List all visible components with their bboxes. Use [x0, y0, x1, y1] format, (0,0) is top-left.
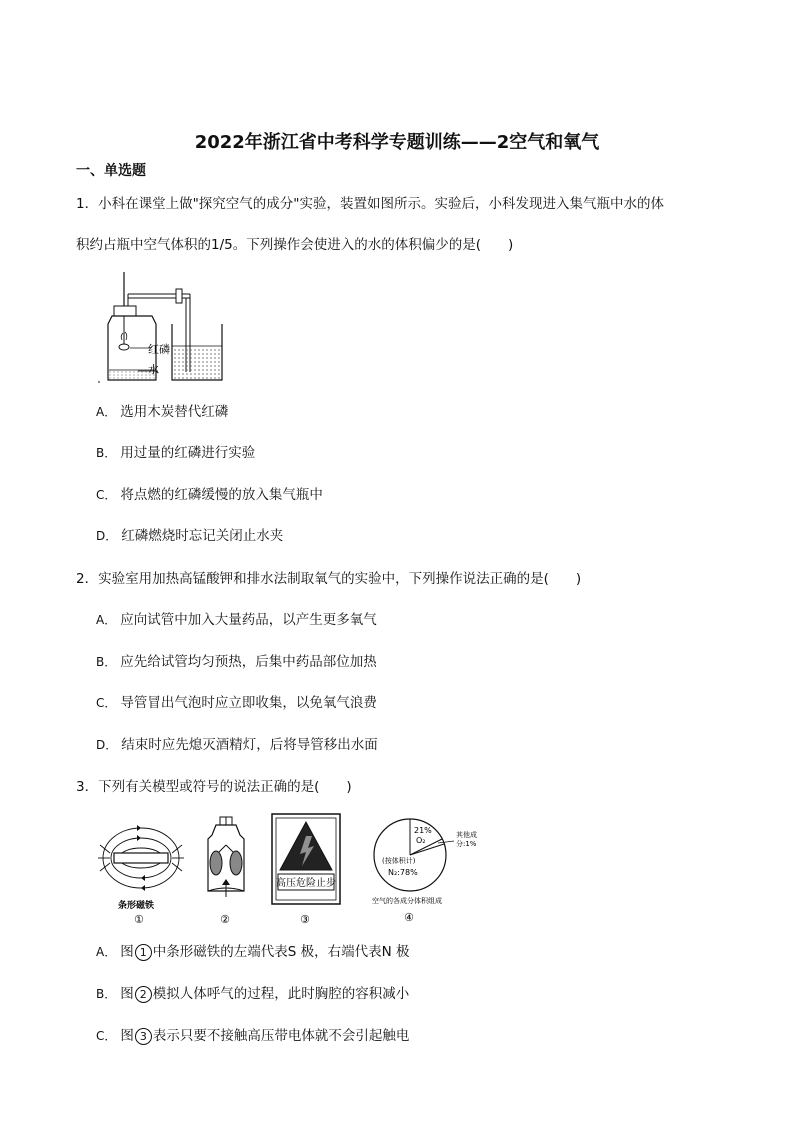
option-letter: A．	[96, 945, 117, 959]
q3-option-a[interactable]	[96, 940, 409, 961]
q3-stem: 3．下列有关模型或符号的说法正确的是( )	[76, 779, 352, 795]
q3-fig2-number: ②	[220, 913, 230, 926]
option-letter: B．	[96, 987, 117, 1001]
option-letter: D．	[96, 529, 118, 543]
option-text: 红磷燃烧时忘记关闭止水夹	[121, 528, 284, 544]
section-heading: 一、单选题	[76, 163, 146, 179]
q2-option-a[interactable]	[96, 608, 377, 628]
q3-fig3-label: 高压危险止步	[276, 878, 336, 889]
q2-option-d[interactable]	[96, 733, 378, 753]
option-text: 将点燃的红磷缓慢的放入集气瓶中	[120, 487, 323, 503]
page-title: 2022年浙江省中考科学专题训练——2空气和氧气	[194, 132, 600, 153]
q1-label-water: 水	[148, 363, 159, 376]
q1-option-c[interactable]	[96, 483, 323, 503]
q3-option-c[interactable]	[96, 1024, 409, 1045]
q3-fig4-caption: 空气的各成分体积组成	[372, 897, 442, 905]
q3-fig2-lung-model	[196, 815, 256, 927]
q3-fig3-warning-sign	[270, 812, 344, 927]
q3-option-b[interactable]	[96, 982, 409, 1003]
option-figure-ref: 图	[120, 944, 134, 960]
option-letter: C．	[96, 1029, 117, 1043]
option-text: 选用木炭替代红磷	[120, 404, 229, 420]
option-text: 模拟人体呼气的过程，此时胸腔的容积减小	[152, 986, 410, 1002]
q3-fig4-other: 其他成	[456, 831, 477, 839]
q3-fig4-basis: (按体积计)	[382, 857, 416, 865]
q3-fig4-o2-pct: 21%	[414, 826, 432, 835]
q1-option-b[interactable]	[96, 441, 255, 461]
q1-stem-line2: 积约占瓶中空气体积的1/5。下列操作会使进入的水的体积偏少的是( )	[76, 237, 514, 253]
option-text: 应先给试管均匀预热，后集中药品部位加热	[120, 654, 377, 670]
q3-fig3-number: ③	[300, 913, 310, 926]
option-figure-ref: 图	[120, 986, 134, 1002]
option-letter: D．	[96, 738, 118, 752]
figure-number-circle: 2	[135, 986, 152, 1003]
q3-fig4-n2: N₂:78%	[388, 868, 418, 877]
option-figure-ref: 图	[120, 1028, 134, 1044]
q3-fig4-other2: 分:1%	[456, 840, 477, 848]
q1-option-d[interactable]	[96, 524, 283, 544]
figure-number-circle: 1	[135, 944, 152, 961]
q2-option-c[interactable]	[96, 691, 377, 711]
q2-stem: 2．实验室用加热高锰酸钾和排水法制取氧气的实验中，下列操作说法正确的是( )	[76, 571, 582, 587]
q1-label-phosphorus: 红磷	[148, 343, 170, 356]
option-text: 中条形磁铁的左端代表S 极，右端代表N 极	[152, 944, 410, 960]
q3-fig4-o2: O₂	[416, 836, 426, 845]
q1-stem-line1: 1．小科在课堂上做"探究空气的成分"实验，装置如图所示。实验后，小科发现进入集气瓶中水的体	[76, 196, 665, 212]
option-letter: B．	[96, 655, 117, 669]
option-letter: C．	[96, 488, 117, 502]
option-text: 应向试管中加入大量药品，以产生更多氧气	[120, 612, 377, 628]
option-letter: C．	[96, 696, 117, 710]
option-text: 用过量的红磷进行实验	[120, 445, 256, 461]
q3-fig1-label: 条形磁铁	[118, 901, 155, 911]
q3-fig1-number: ①	[134, 913, 144, 926]
figure-number-circle: 3	[135, 1028, 152, 1045]
q1-option-a[interactable]	[96, 400, 228, 420]
option-text: 结束时应先熄灭酒精灯，后将导管移出水面	[121, 737, 378, 753]
option-letter: A．	[96, 613, 117, 627]
q2-option-b[interactable]	[96, 650, 377, 670]
q3-fig4-number: ④	[404, 911, 414, 924]
option-text: 导管冒出气泡时应立即收集，以免氧气浪费	[120, 695, 377, 711]
q3-fig4-air-pie	[370, 815, 485, 927]
option-text: 表示只要不接触高压带电体就不会引起触电	[152, 1028, 410, 1044]
option-letter: B．	[96, 446, 117, 460]
q3-fig1-magnet	[96, 815, 186, 927]
option-letter: A．	[96, 405, 117, 419]
q1-apparatus-figure	[98, 272, 238, 387]
